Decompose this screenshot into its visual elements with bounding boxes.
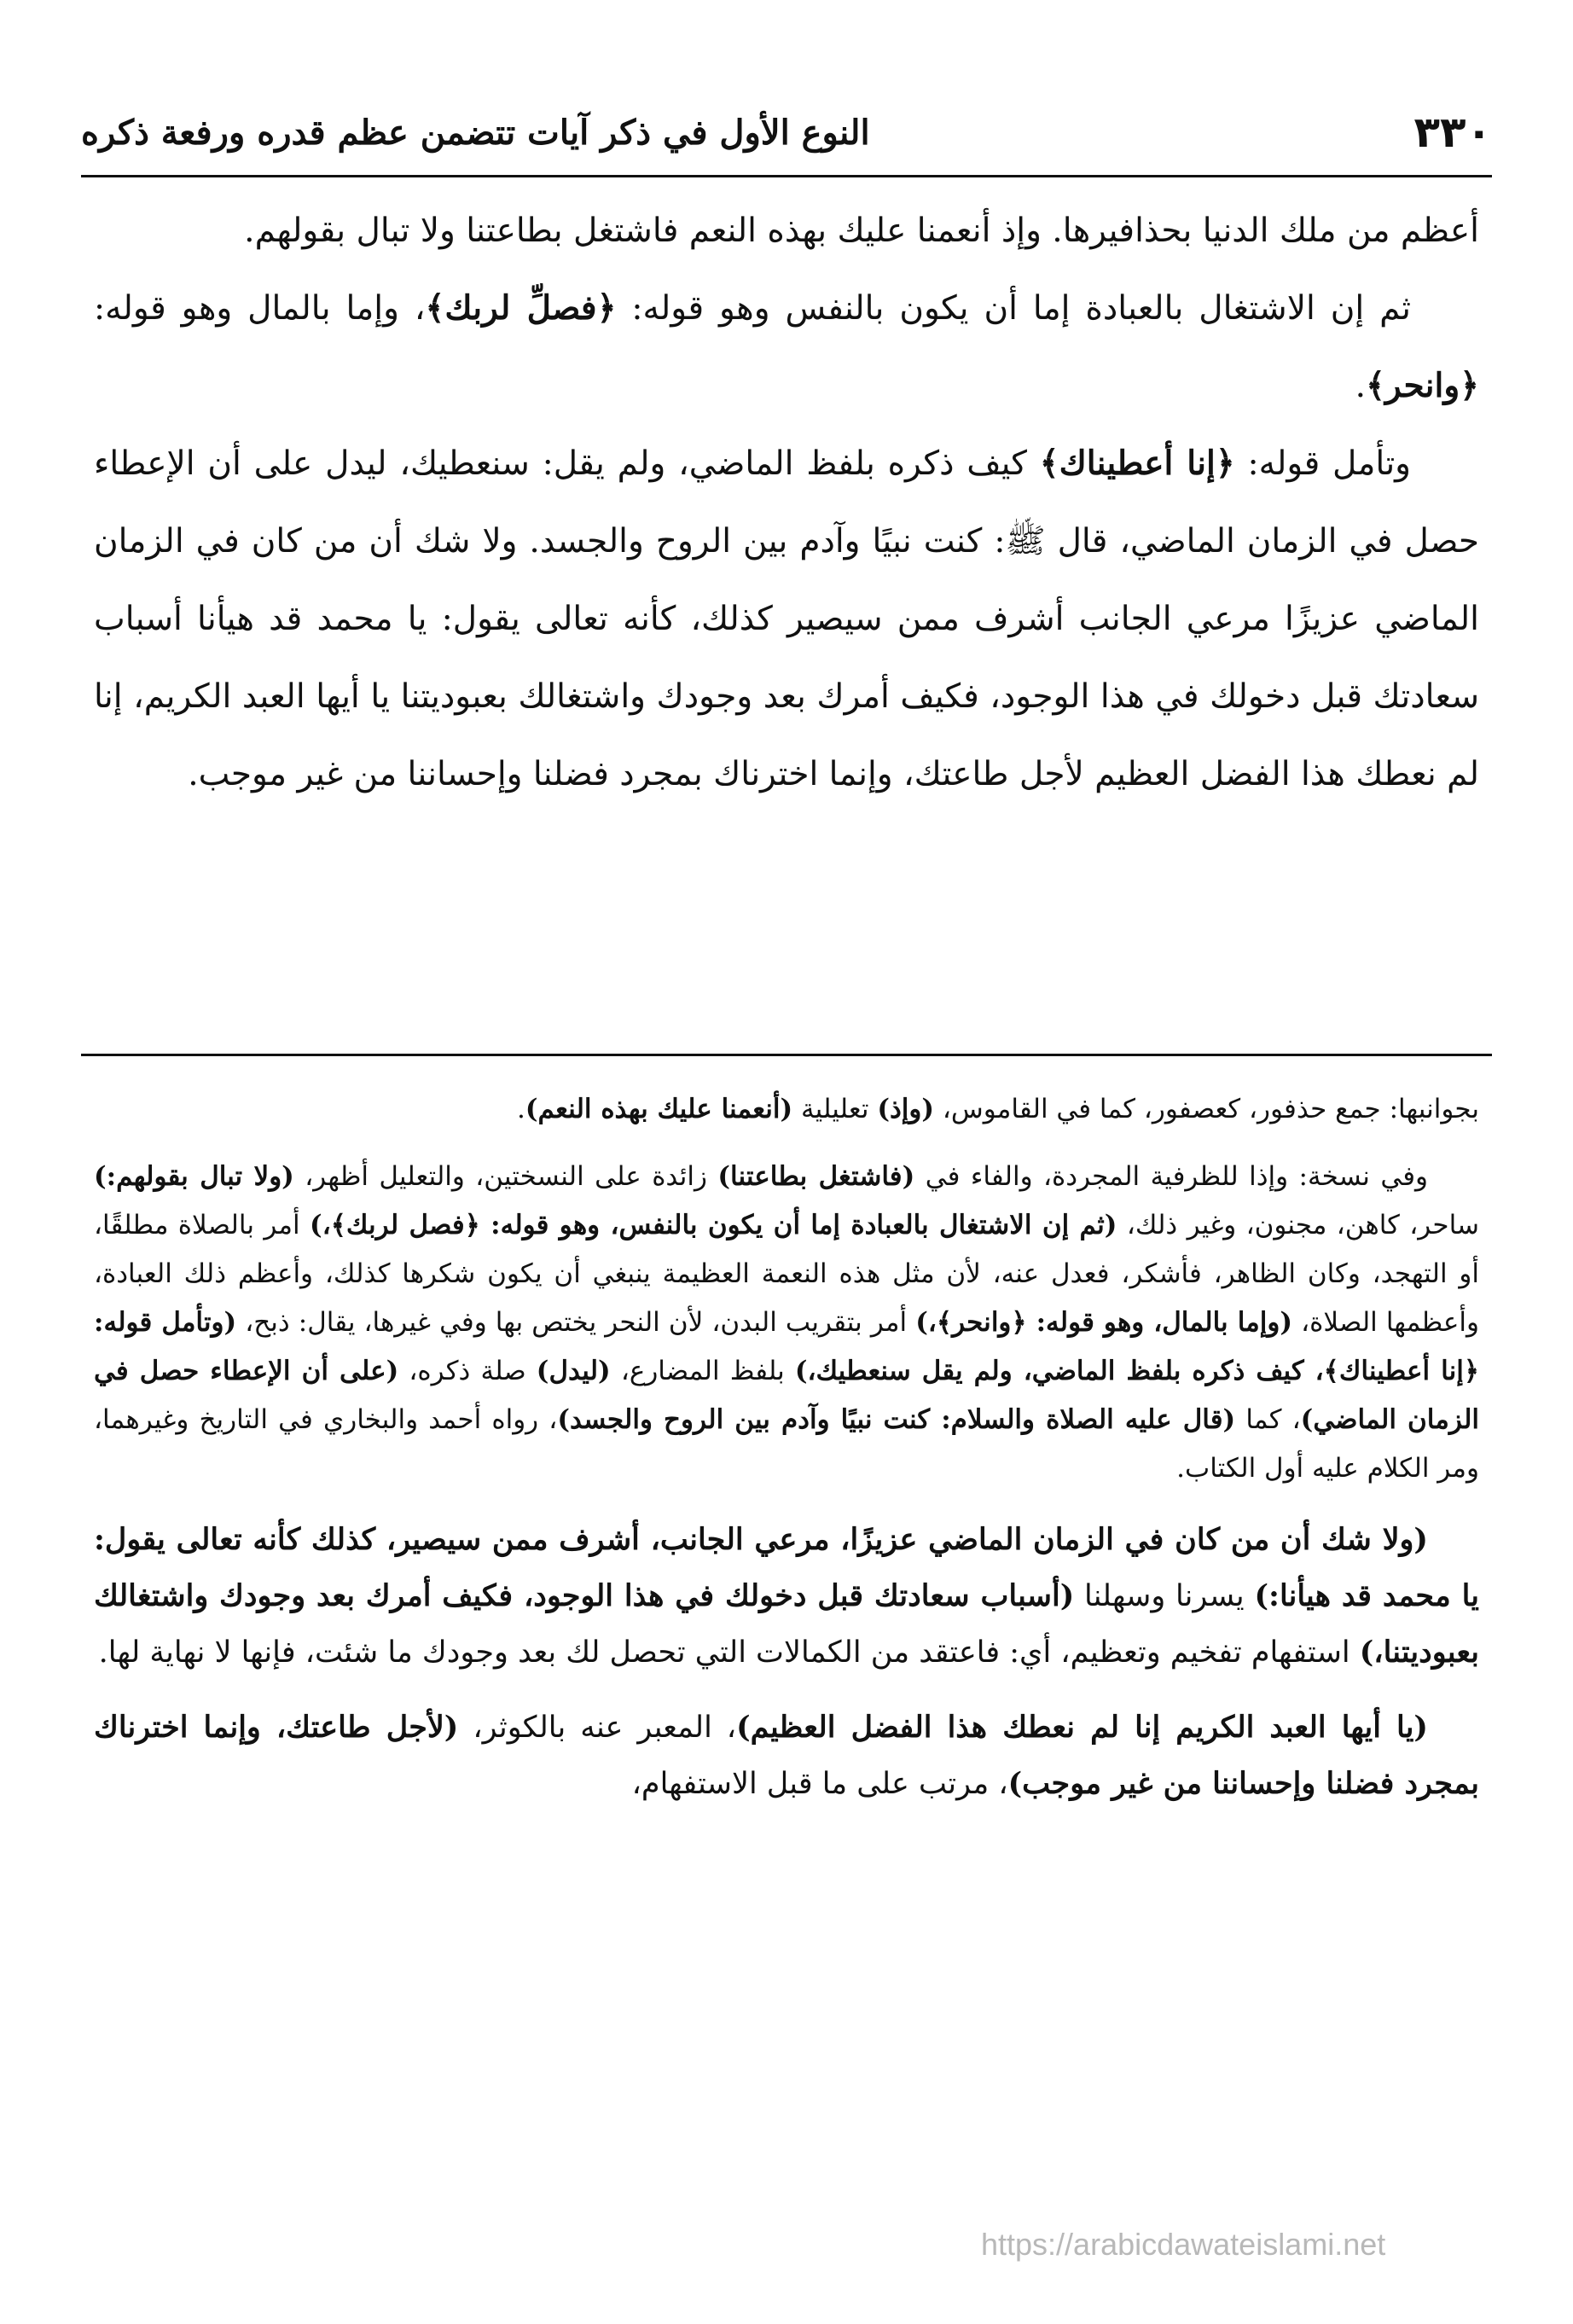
commentary-text: أمر بالصلاة مطلقًا، أو التهجد، وكان الظاهر، فأشكر، فعدل عنه، لأن مثل هذه النعمة العظيمة ينبغي أن يكون شكرها كذلك، وأعظم ذلك العبادة، وأعظمها الصلاة، — [94, 1210, 1479, 1338]
commentary-text: صلة ذكره، — [398, 1356, 537, 1386]
commentary-quote: (لأجل طاعتك، وإنما اخترناك بمجرد فضلنا وإحساننا من غير موجب) — [94, 1710, 1479, 1801]
commentary-text: ، مرتب على ما قبل الاستفهام، — [631, 1767, 1008, 1801]
main-p3-text-2: كيف ذكره بلفظ الماضي، ولم يقل: سنعطيك، ليدل على أن الإعطاء حصل في الزمان الماضي، قال ﷺ: كنت نبيًا وآدم بين الروح والجسد. ولا شك أن من كان في الزمان الماضي عزيزًا مرعي الجانب أشرف ممن سيصير كذلك، كأنه تعالى يقول: يا محمد قد هيأنا أسباب سعادتك قبل دخولك في هذا الوجود، فكيف أمرك بعد وجودك واشتغالك بعبوديتنا يا أيها العبد الكريم، إنا لم نعطك هذا الفضل العظيم لأجل طاعتك، وإنما اخترناك بمجرد فضلنا وإحساننا من غير موجب. — [94, 444, 1479, 793]
commentary-text: ، المعبر عنه بالكوثر، — [458, 1711, 737, 1745]
commentary-quote: (ليدل) — [536, 1356, 611, 1386]
commentary-paragraph-3 — [94, 1512, 1479, 1681]
commentary-quote: (أنعمنا عليك بهذه النعم) — [525, 1094, 793, 1124]
commentary-text: استفهام تفخيم وتعظيم، أي: فاعتقد من الكمالات التي تحصل لك بعد وجودك ما شئت، فإنها لا نهاية لها. — [98, 1636, 1360, 1670]
header-rule — [81, 175, 1492, 177]
commentary-text: يسرنا وسهلنا — [1074, 1579, 1255, 1613]
main-p2-text-1: ثم إن الاشتغال بالعبادة إما أن يكون بالنفس وهو قوله: — [616, 289, 1411, 328]
page-number: ٣٣٠ — [1413, 107, 1492, 157]
commentary-quote: (أسباب سعادتك قبل دخولك في هذا الوجود، فكيف أمرك بعد وجودك واشتغالك بعبوديتنا،) — [94, 1578, 1479, 1670]
commentary-text: . — [517, 1094, 525, 1124]
main-paragraph-3 — [94, 425, 1479, 813]
commentary-text: تعليلية — [792, 1094, 878, 1124]
main-p2-text-2: ، وإما بالمال وهو قوله: — [94, 289, 426, 328]
commentary-quote: (فاشتغل بطاعتنا) — [717, 1161, 915, 1192]
commentary-quote: (قال عليه الصلاة والسلام: كنت نبيًا وآدم بين الروح والجسد) — [557, 1404, 1236, 1435]
quran-quote-fasalli: ﴿فصلِّ لربك﴾ — [425, 288, 617, 328]
commentary-divider — [81, 1054, 1492, 1056]
watermark-url: https://arabicdawateislami.net — [981, 2227, 1386, 2262]
quran-quote-wanhar: ﴿وانحر﴾ — [1366, 366, 1479, 405]
main-text — [94, 192, 1479, 813]
commentary — [94, 1085, 1479, 1812]
commentary-text: ، كما — [1235, 1404, 1301, 1435]
commentary-paragraph-1 — [94, 1085, 1479, 1134]
main-p2-text-3: . — [1355, 367, 1367, 405]
running-header — [81, 102, 1492, 162]
commentary-text: بلفظ المضارع، — [610, 1356, 795, 1386]
quran-quote-inna-aataynaka: ﴿إنا أعطيناك﴾ — [1039, 444, 1235, 483]
commentary-quote: (على أن الإعطاء حصل في الزمان الماضي) — [94, 1356, 1480, 1435]
commentary-paragraph-4 — [94, 1699, 1479, 1812]
main-paragraph-1: أعظم من ملك الدنيا بحذافيرها. وإذ أنعمنا عليك بهذه النعم فاشتغل بطاعتنا ولا تبال بقولهم. — [244, 212, 1479, 250]
commentary-quote: (يا أيها العبد الكريم إنا لم نعطك هذا الفضل العظيم) — [736, 1710, 1428, 1745]
commentary-paragraph-2 — [94, 1153, 1479, 1493]
main-paragraph-2 — [94, 270, 1479, 425]
commentary-text: ساحر، كاهن، مجنون، وغير ذلك، — [1117, 1210, 1479, 1240]
commentary-text: أمر بتقريب البدن، لأن النحر يختص بها وفي غيرها، يقال: ذبح، — [236, 1307, 916, 1338]
commentary-quote: (ولا شك أن من كان في الزمان الماضي عزيزًا، مرعي الجانب، أشرف ممن سيصير، كذلك كأنه تعالى يقول: يا محمد قد هيأنا:) — [94, 1522, 1480, 1613]
running-title: النوع الأول في ذكر آيات تتضمن عظم قدره ورفعة ذكره — [81, 112, 870, 153]
commentary-text: بجوانبها: جمع حذفور، كعصفور، كما في القاموس، — [934, 1094, 1479, 1124]
commentary-text: ، رواه أحمد والبخاري في التاريخ وغيرهما، ومر الكلام عليه أول الكتاب. — [94, 1404, 1479, 1484]
commentary-text: زائدة على النسختين، والتعليل أظهر، — [293, 1161, 718, 1192]
main-p3-text-1: وتأمل قوله: — [1234, 444, 1412, 483]
commentary-quote: (ثم إن الاشتغال بالعبادة إما أن يكون بالنفس، وهو قوله: ﴿فصل لربك﴾،) — [310, 1210, 1117, 1240]
commentary-quote: (وإذ) — [877, 1094, 935, 1124]
commentary-quote: (وتأمل قوله: ﴿إنا أعطيناك﴾، كيف ذكره بلفظ الماضي، ولم يقل سنعطيك،) — [94, 1307, 1479, 1386]
commentary-text: وفي نسخة: وإذا للظرفية المجردة، والفاء في — [914, 1161, 1428, 1192]
commentary-quote: (وإما بالمال، وهو قوله: ﴿وانحر﴾،) — [915, 1307, 1292, 1338]
commentary-quote: (ولا تبال بقولهم:) — [94, 1161, 294, 1192]
